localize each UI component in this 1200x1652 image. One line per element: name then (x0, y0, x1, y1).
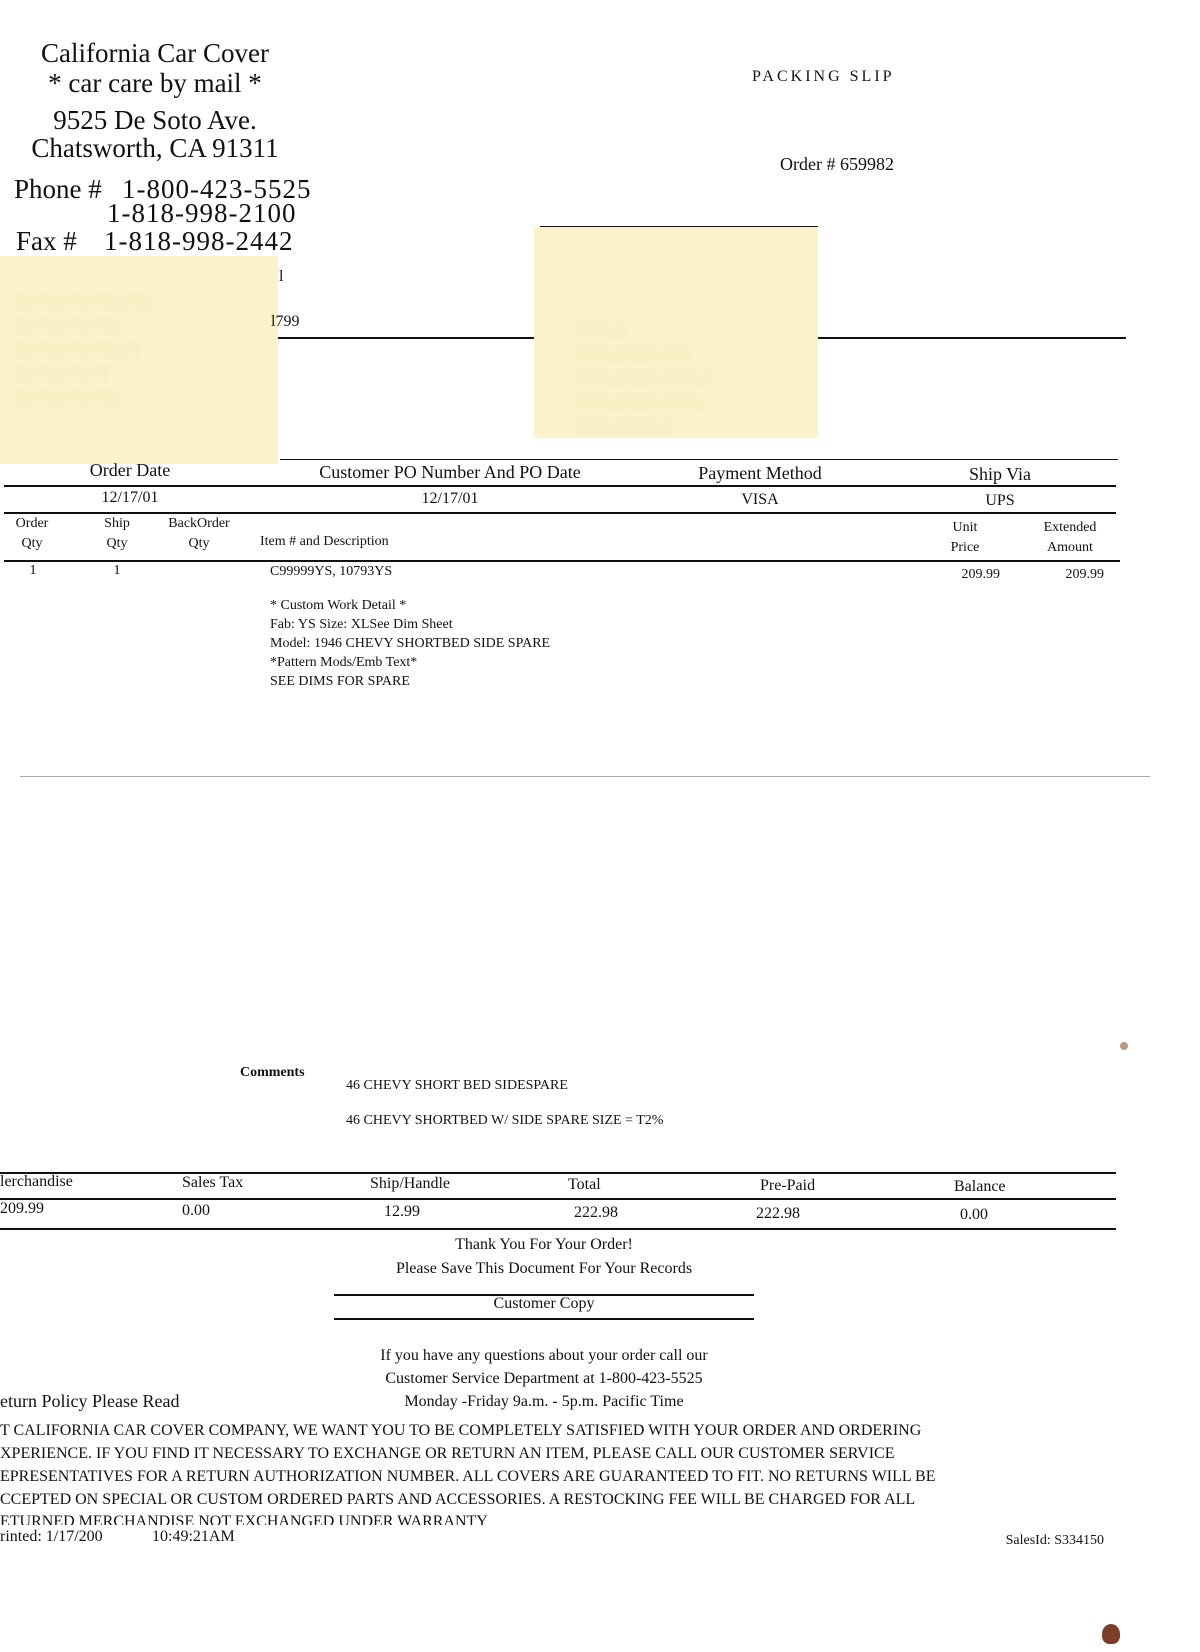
fax-number: 1-818-998-2442 (104, 226, 294, 256)
ink-stain (1102, 1624, 1120, 1644)
payment-method-value: VISA (741, 491, 779, 508)
comment-line: 46 CHEVY SHORTBED W/ SIDE SPARE SIZE = T2% (346, 1113, 664, 1128)
prepaid-value: 222.98 (756, 1205, 800, 1222)
company-street: 9525 De Soto Ave. (53, 105, 257, 135)
item-extended-amount: 209.99 (1065, 567, 1104, 582)
item-detail-line: SEE DIMS FOR SPARE (270, 674, 410, 689)
balance-header: Balance (954, 1178, 1006, 1195)
po-value: 12/17/01 (421, 490, 479, 507)
item-order-qty: 1 (29, 563, 37, 578)
order-date-value: 12/17/01 (101, 489, 159, 506)
address-divider-left (278, 337, 534, 339)
balance-value: 0.00 (960, 1206, 988, 1223)
phone-primary: 1-800-423-5525 (122, 174, 312, 204)
total-value: 222.98 (574, 1204, 618, 1221)
ship-via-value: UPS (985, 492, 1015, 509)
questions-line: If you have any questions about your order call our (380, 1347, 708, 1364)
return-policy-line: EPRESENTATIVES FOR A RETURN AUTHORIZATION NUMBER. ALL COVERS ARE GUARANTEED TO FIT. NO RETURNS WILL BE (0, 1468, 936, 1485)
unit-price-header: Unit Price (950, 520, 980, 555)
item-detail-line: *Pattern Mods/Emb Text* (270, 655, 418, 670)
order-date-header: Order Date (89, 460, 171, 480)
order-qty-header: Order Qty (15, 516, 49, 551)
merchandise-value: 209.99 (0, 1200, 44, 1217)
return-policy-line: CCEPTED ON SPECIAL OR CUSTOM ORDERED PARTS AND ACCESSORIES. A RESTOCKING FEE WILL BE CHARGED FOR ALL (0, 1491, 916, 1508)
po-header: Customer PO Number And PO Date (319, 462, 581, 482)
comments-label: Comments (240, 1065, 305, 1080)
description-header: Item # and Description (260, 534, 389, 549)
questions-line: Customer Service Department at 1-800-423-5525 (385, 1370, 703, 1387)
ship-qty-header: Ship Qty (104, 516, 130, 551)
ship-handle-header: Ship/Handle (370, 1175, 450, 1192)
company-tagline: * car care by mail * (48, 68, 262, 98)
sales-tax-header: Sales Tax (182, 1174, 244, 1191)
order-info-header-rule (4, 485, 1116, 487)
customer-copy-label: Customer Copy (493, 1295, 595, 1312)
phone-secondary: 1-818-998-2100 (107, 198, 297, 228)
return-policy-title: eturn Policy Please Read (0, 1391, 180, 1411)
items-header-rule (4, 560, 1120, 562)
printed-date: rinted: 1/17/200 (0, 1528, 103, 1545)
company-city: Chatsworth, CA 91311 (31, 133, 279, 163)
redaction-ghost-left: ░░░░░░░░░░░░░ ░░░░░░░░░░ ░░░░░░░░░░░░ ░░░░░░░░░ ░░░░░░░░░░ (14, 293, 153, 406)
payment-method-header: Payment Method (698, 463, 822, 483)
backorder-qty-header: BackOrder Qty (168, 516, 230, 551)
order-number: Order # 659982 (780, 154, 894, 174)
totals-top-rule (0, 1172, 1116, 1174)
extended-amount-header: Extended Amount (1043, 520, 1097, 555)
page-fold-line (20, 776, 1150, 777)
item-detail-line: Fab: YS Size: XLSee Dim Sheet (270, 617, 453, 632)
total-header: Total (568, 1176, 601, 1193)
order-info-top-rule (280, 459, 1118, 460)
ship-via-header: Ship Via (968, 464, 1032, 484)
printed-time: 10:49:21AM (152, 1528, 235, 1545)
address-fragment-l: l (279, 268, 284, 285)
return-policy-line: XPERIENCE. IF YOU FIND IT NECESSARY TO EXCHANGE OR RETURN AN ITEM, PLEASE CALL OUR CUSTOMER SERVICE (0, 1445, 895, 1462)
item-unit-price: 209.99 (961, 567, 1000, 582)
return-policy-line: T CALIFORNIA CAR COVER COMPANY, WE WANT YOU TO BE COMPLETELY SATISFIED WITH YOUR ORDER AND ORDERING (0, 1422, 922, 1439)
totals-header-rule (0, 1198, 1116, 1200)
address-fragment-799: l799 (271, 313, 300, 330)
company-name: California Car Cover (41, 38, 269, 68)
save-document-text: Please Save This Document For Your Records (395, 1260, 693, 1277)
document-title: PACKING SLIP (752, 68, 895, 85)
item-detail-line: Model: 1946 CHEVY SHORTBED SIDE SPARE (270, 636, 551, 651)
prepaid-header: Pre-Paid (760, 1177, 816, 1194)
comment-line: 46 CHEVY SHORT BED SIDESPARE (346, 1078, 568, 1093)
questions-line: Monday -Friday 9a.m. - 5p.m. Pacific Time (404, 1393, 684, 1410)
ink-stain (1120, 1042, 1128, 1050)
sales-id: SalesId: S334150 (1005, 1533, 1104, 1548)
redaction-ghost-right: ░░░░░ ░░░░░░░░░░░ ░░░░░░░░░░░░░ ░░░░░░░░░░░░ ░░░░░░░░░ (576, 321, 715, 434)
item-number: C99999YS, 10793YS (270, 564, 393, 579)
item-ship-qty: 1 (113, 563, 121, 578)
sales-tax-value: 0.00 (182, 1202, 210, 1219)
address-divider-right (818, 337, 1126, 339)
return-policy-line: ETURNED MERCHANDISE NOT EXCHANGED UNDER WARRANTY (0, 1513, 488, 1525)
item-detail-line: * Custom Work Detail * (270, 598, 407, 613)
copy-bottom-rule (334, 1318, 754, 1320)
thank-you-text: Thank You For Your Order! (455, 1236, 633, 1253)
ship-handle-value: 12.99 (384, 1203, 420, 1220)
phone-label: Phone # (14, 174, 102, 204)
address-overline (540, 226, 818, 227)
fax-label: Fax # (16, 226, 77, 256)
merchandise-header: lerchandise (0, 1173, 73, 1190)
totals-bottom-rule (0, 1228, 1116, 1230)
